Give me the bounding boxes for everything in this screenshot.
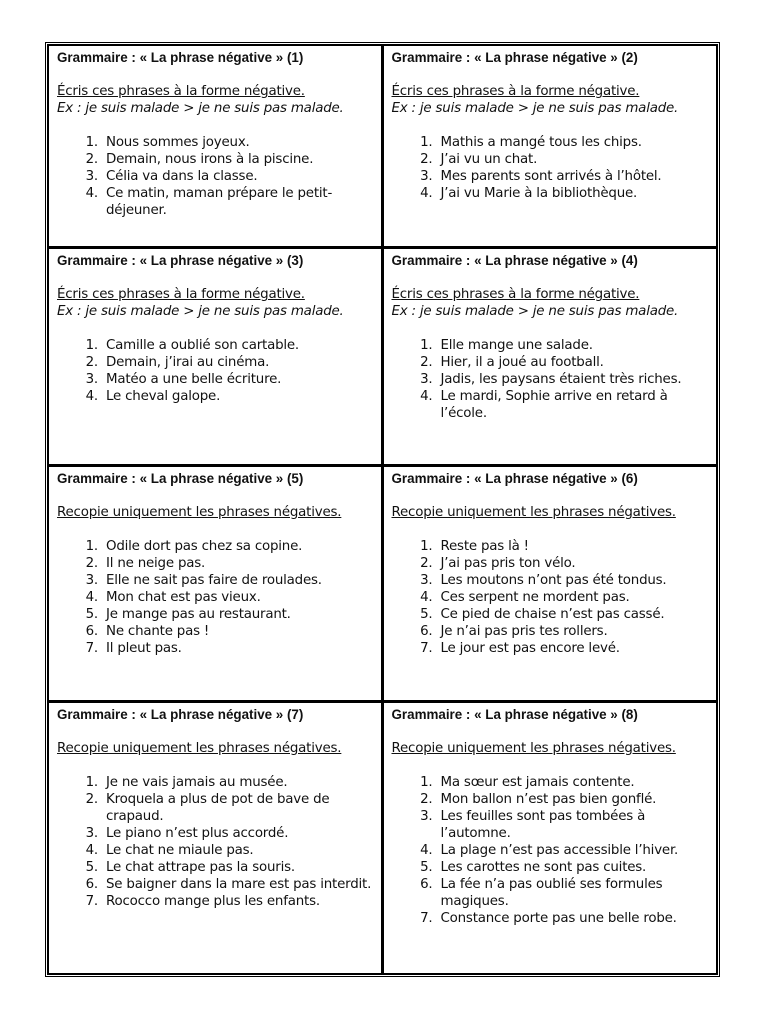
sentence-item: 5. Je mange pas au restaurant. bbox=[102, 606, 373, 623]
sentence-item: 3. Les feuilles sont pas tombées à l’automne. bbox=[437, 808, 709, 842]
card-example: Ex : je suis malade > je ne suis pas malade. bbox=[391, 101, 679, 116]
sentence-item: 3. Célia va dans la classe. bbox=[102, 168, 373, 185]
card-title: Grammaire : « La phrase négative » (6) bbox=[391, 471, 638, 486]
exercise-card-5 bbox=[48, 465, 383, 701]
sentence-item: 1. Nous sommes joyeux. bbox=[102, 134, 373, 151]
sentence-item: 4. Mon chat est pas vieux. bbox=[102, 589, 373, 606]
sentence-item: 2. Hier, il a joué au football. bbox=[437, 354, 709, 371]
card-title: Grammaire : « La phrase négative » (4) bbox=[391, 253, 638, 268]
card-title: Grammaire : « La phrase négative » (2) bbox=[391, 50, 638, 65]
card-instruction: Recopie uniquement les phrases négatives. bbox=[57, 505, 342, 520]
sentence-list bbox=[392, 774, 709, 927]
card-title: Grammaire : « La phrase négative » (8) bbox=[391, 707, 638, 722]
card-instruction: Recopie uniquement les phrases négatives. bbox=[391, 505, 676, 520]
sentence-item: 1. Ma sœur est jamais contente. bbox=[437, 774, 709, 791]
sentence-item: 2. Il ne neige pas. bbox=[102, 555, 373, 572]
card-instruction: Recopie uniquement les phrases négatives. bbox=[57, 741, 342, 756]
card-instruction: Recopie uniquement les phrases négatives. bbox=[391, 741, 676, 756]
sentence-item: 3. Jadis, les paysans étaient très riches. bbox=[437, 371, 709, 388]
card-example: Ex : je suis malade > je ne suis pas malade. bbox=[57, 304, 344, 319]
sentence-item: 1. Reste pas là ! bbox=[437, 538, 709, 555]
sentence-item: 2. J’ai pas pris ton vélo. bbox=[437, 555, 709, 572]
sentence-item: 4. Ce matin, maman prépare le petit-déjeuner. bbox=[102, 185, 373, 219]
sentence-item: 6. Je n’ai pas pris tes rollers. bbox=[437, 623, 709, 640]
sentence-item: 5. Ce pied de chaise n’est pas cassé. bbox=[437, 606, 709, 623]
exercise-card-7 bbox=[48, 701, 383, 974]
sentence-item: 1. Camille a oublié son cartable. bbox=[102, 337, 373, 354]
sentence-item: 5. Les carottes ne sont pas cuites. bbox=[437, 859, 709, 876]
exercise-card-1 bbox=[48, 45, 383, 247]
sentence-list bbox=[57, 134, 373, 219]
card-title: Grammaire : « La phrase négative » (7) bbox=[57, 707, 304, 722]
card-instruction: Écris ces phrases à la forme négative. bbox=[391, 84, 640, 99]
sentence-item: 2. Demain, nous irons à la piscine. bbox=[102, 151, 373, 168]
exercise-card-3 bbox=[48, 247, 383, 465]
exercise-card-6 bbox=[383, 465, 718, 701]
sentence-list bbox=[57, 774, 373, 910]
sentence-item: 4. La plage n’est pas accessible l’hiver. bbox=[437, 842, 709, 859]
sentence-item: 5. Le chat attrape pas la souris. bbox=[102, 859, 373, 876]
sentence-item: 3. Matéo a une belle écriture. bbox=[102, 371, 373, 388]
sentence-item: 3. Les moutons n’ont pas été tondus. bbox=[437, 572, 709, 589]
sentence-item: 2. Mon ballon n’est pas bien gonflé. bbox=[437, 791, 709, 808]
sentence-item: 1. Mathis a mangé tous les chips. bbox=[437, 134, 709, 151]
sentence-item: 7. Le jour est pas encore levé. bbox=[437, 640, 709, 657]
card-title: Grammaire : « La phrase négative » (1) bbox=[57, 50, 304, 65]
sentence-item: 7. Rococco mange plus les enfants. bbox=[102, 893, 373, 910]
sentence-item: 2. Kroquela a plus de pot de bave de crapaud. bbox=[102, 791, 373, 825]
sentence-list bbox=[392, 538, 709, 657]
sentence-item: 4. Le mardi, Sophie arrive en retard à l’école. bbox=[437, 388, 709, 422]
sentence-list bbox=[392, 134, 709, 202]
card-example: Ex : je suis malade > je ne suis pas malade. bbox=[391, 304, 679, 319]
sentence-item: 1. Je ne vais jamais au musée. bbox=[102, 774, 373, 791]
worksheet-grid bbox=[45, 42, 720, 977]
sentence-item: 6. Se baigner dans la mare est pas interdit. bbox=[102, 876, 373, 893]
sentence-item: 2. J’ai vu un chat. bbox=[437, 151, 709, 168]
card-instruction: Écris ces phrases à la forme négative. bbox=[57, 287, 305, 302]
sentence-list bbox=[392, 337, 709, 422]
card-instruction: Écris ces phrases à la forme négative. bbox=[57, 84, 305, 99]
sentence-item: 4. Le cheval galope. bbox=[102, 388, 373, 405]
sentence-item: 7. Constance porte pas une belle robe. bbox=[437, 910, 709, 927]
sentence-item: 3. Le piano n’est plus accordé. bbox=[102, 825, 373, 842]
card-title: Grammaire : « La phrase négative » (5) bbox=[57, 471, 304, 486]
sentence-item: 1. Odile dort pas chez sa copine. bbox=[102, 538, 373, 555]
sentence-item: 3. Elle ne sait pas faire de roulades. bbox=[102, 572, 373, 589]
sentence-item: 3. Mes parents sont arrivés à l’hôtel. bbox=[437, 168, 709, 185]
sentence-item: 2. Demain, j’irai au cinéma. bbox=[102, 354, 373, 371]
exercise-card-4 bbox=[383, 247, 718, 465]
card-instruction: Écris ces phrases à la forme négative. bbox=[391, 287, 640, 302]
sentence-item: 6. Ne chante pas ! bbox=[102, 623, 373, 640]
sentence-item: 1. Elle mange une salade. bbox=[437, 337, 709, 354]
exercise-card-2 bbox=[383, 45, 718, 247]
sentence-item: 4. Le chat ne miaule pas. bbox=[102, 842, 373, 859]
card-title: Grammaire : « La phrase négative » (3) bbox=[57, 253, 304, 268]
sentence-item: 7. Il pleut pas. bbox=[102, 640, 373, 657]
exercise-card-8 bbox=[383, 701, 718, 974]
sentence-item: 4. Ces serpent ne mordent pas. bbox=[437, 589, 709, 606]
sentence-item: 4. J’ai vu Marie à la bibliothèque. bbox=[437, 185, 709, 202]
card-example: Ex : je suis malade > je ne suis pas malade. bbox=[57, 101, 344, 116]
sentence-list bbox=[57, 538, 373, 657]
sentence-item: 6. La fée n’a pas oublié ses formules magiques. bbox=[437, 876, 709, 910]
sentence-list bbox=[57, 337, 373, 405]
